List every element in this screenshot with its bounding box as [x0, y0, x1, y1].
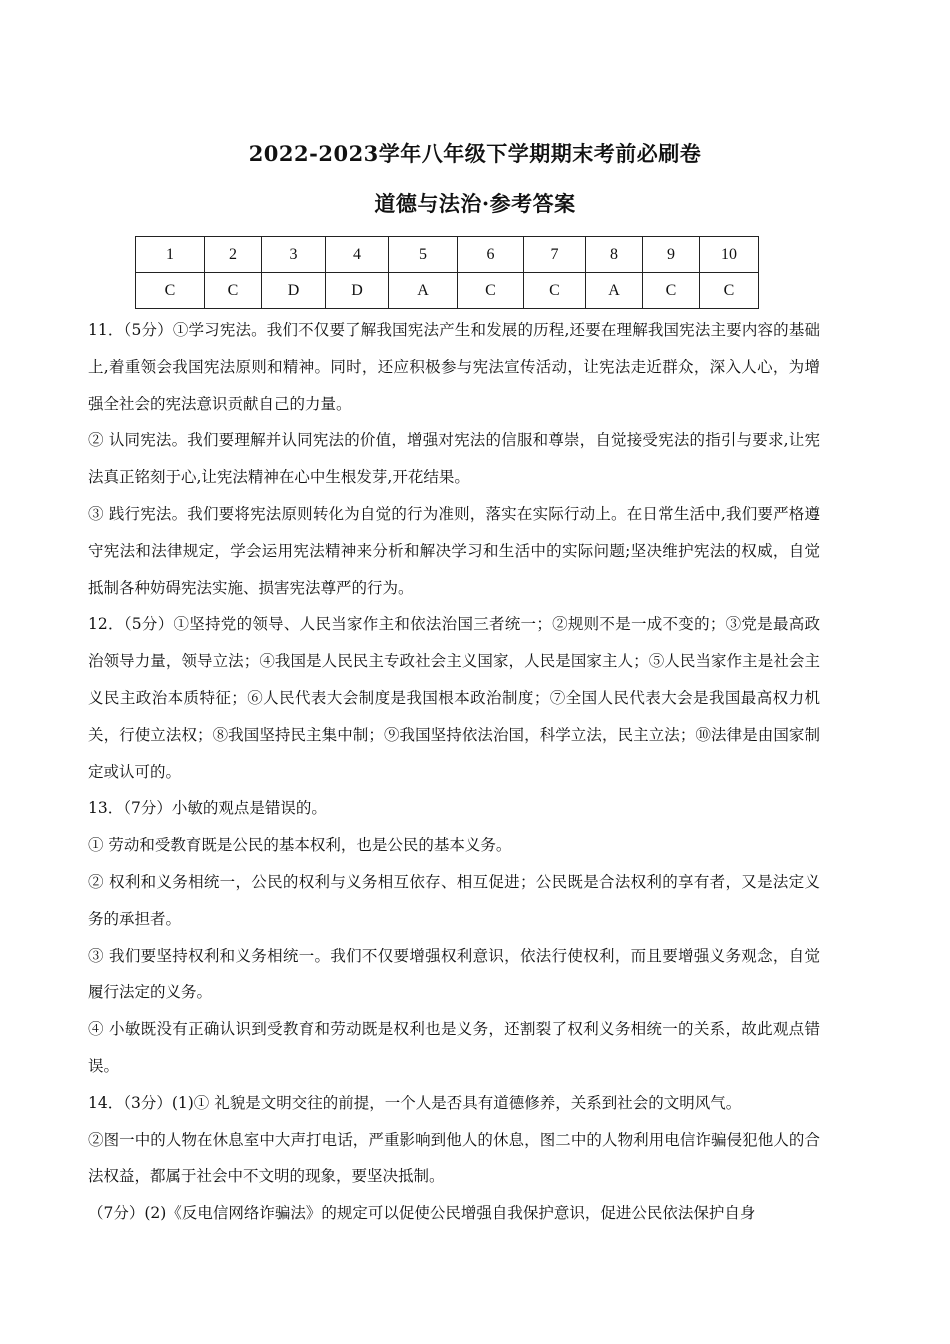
- answer-cell: C: [700, 273, 759, 309]
- question-number: 6: [458, 237, 524, 273]
- question-number-row: [136, 237, 759, 273]
- question-number: 1: [136, 237, 205, 273]
- q13-point-3: ③ 我们要坚持权利和义务相统一。我们不仅要增强权利意识，依法行使权利，而且要增强义务观念，自觉履行法定的义务。: [88, 946, 820, 1002]
- question-number: 10: [700, 237, 759, 273]
- answer-cell: A: [586, 273, 643, 309]
- answer-table: [135, 236, 759, 309]
- q14-paragraph: 14．（3分）(1)① 礼貌是文明交往的前提，一个人是否具有道德修养，关系到社会的文明风气。: [88, 1093, 742, 1112]
- answer-cell: C: [205, 273, 262, 309]
- question-number: 5: [389, 237, 458, 273]
- answer-explanations: [88, 312, 820, 1232]
- q13-point-2: ② 权利和义务相统一，公民的权利与义务相互依存、相互促进；公民既是合法权利的享有者，又是法定义务的承担者。: [88, 872, 820, 928]
- question-number: 4: [326, 237, 389, 273]
- q13-point-1: ① 劳动和受教育既是公民的基本权利，也是公民的基本义务。: [88, 836, 512, 855]
- answer-cell: D: [326, 273, 389, 309]
- answer-cell: C: [524, 273, 586, 309]
- q11-paragraph: 11．（5分）①学习宪法。我们不仅要了解我国宪法产生和发展的历程,还要在理解我国宪法主要内容的基础上,着重领会我国宪法原则和精神。同时，还应积极参与宪法宣传活动，让宪法走近群众，深入人心，为增强全社会的宪法意识贡献自己的力量。: [88, 321, 820, 413]
- answer-cell: C: [458, 273, 524, 309]
- question-number: 7: [524, 237, 586, 273]
- question-number: 3: [262, 237, 326, 273]
- answer-cell: D: [262, 273, 326, 309]
- q14-point-2: ②图一中的人物在休息室中大声打电话，严重影响到他人的休息，图二中的人物利用电信诈骗侵犯他人的合法权益，都属于社会中不文明的现象，要坚决抵制。: [88, 1130, 820, 1186]
- answer-cell: C: [136, 273, 205, 309]
- answer-cell: A: [389, 273, 458, 309]
- q11-point-2: ② 认同宪法。我们要理解并认同宪法的价值，增强对宪法的信服和尊崇，自觉接受宪法的指引与要求,让宪法真正铭刻于心,让宪法精神在心中生根发芽,开花结果。: [88, 431, 820, 487]
- q14-part-2: （7分）(2)《反电信网络诈骗法》的规定可以促使公民增强自我保护意识，促进公民依法保护自身: [88, 1204, 756, 1223]
- question-number: 8: [586, 237, 643, 273]
- answer-row: [136, 273, 759, 309]
- document-subtitle: 道德与法治·参考答案: [374, 191, 576, 216]
- q13-paragraph: 13．（7分）小敏的观点是错误的。: [88, 799, 327, 818]
- q13-point-4: ④ 小敏既没有正确认识到受教育和劳动既是权利也是义务，还割裂了权利义务相统一的关系，故此观点错误。: [88, 1020, 820, 1075]
- q11-point-3: ③ 践行宪法。我们要将宪法原则转化为自觉的行为准则，落实在实际行动上。在日常生活中,我们要严格遵守宪法和法律规定，学会运用宪法精神来分析和解决学习和生活中的实际问题;坚决维护宪法的权威，自觉抵制各种妨碍宪法实施、损害宪法尊严的行为。: [88, 504, 820, 597]
- question-number: 2: [205, 237, 262, 273]
- q12-paragraph: 12．（5分）①坚持党的领导、人民当家作主和依法治国三者统一；②规则不是一成不变的；③党是最高政治领导力量，领导立法；④我国是人民民主专政社会主义国家，人民是国家主人；⑤人民当家作主是社会主义民主政治本质特征；⑥人民代表大会制度是我国根本政治制度；⑦全国人民代表大会是我国最高权力机关，行使立法权；⑧我国坚持民主集中制；⑨我国坚持依法治国，科学立法，民主立法；⑩法律是由国家制定或认可的。: [88, 615, 820, 781]
- answer-cell: C: [643, 273, 700, 309]
- question-number: 9: [643, 237, 700, 273]
- document-title: 2022-2023学年八年级下学期期末考前必刷卷: [248, 141, 702, 166]
